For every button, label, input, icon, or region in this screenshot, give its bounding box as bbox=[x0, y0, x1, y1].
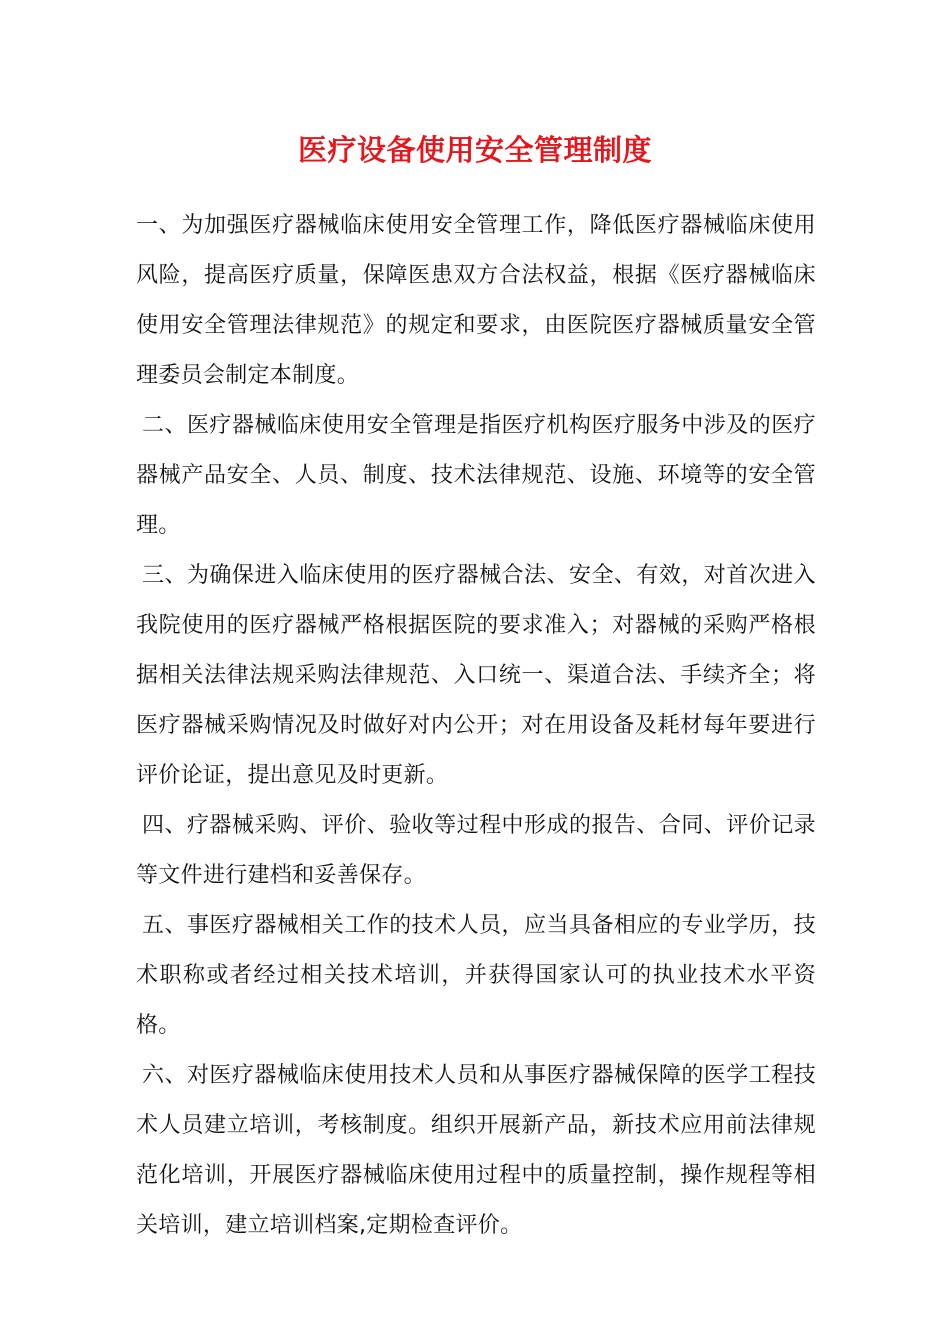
document-body bbox=[136, 201, 816, 1251]
paragraph-1: 一、为加强医疗器械临床使用安全管理工作，降低医疗器械临床使用风险，提高医疗质量，保障医患双方合法权益，根据《医疗器械临床使用安全管理法律规范》的规定和要求，由医院医疗器械质量安全管理委员会制定本制度。 bbox=[136, 213, 816, 388]
page-title: 医疗设备使用安全管理制度 bbox=[297, 133, 652, 167]
paragraph-4: 四、疗器械采购、评价、验收等过程中形成的报告、合同、评价记录等文件进行建档和妥善保存。 bbox=[136, 813, 816, 888]
paragraph-2: 二、医疗器械临床使用安全管理是指医疗机构医疗服务中涉及的医疗器械产品安全、人员、制度、技术法律规范、设施、环境等的安全管理。 bbox=[136, 413, 816, 538]
paragraph-5: 五、事医疗器械相关工作的技术人员，应当具备相应的专业学历，技术职称或者经过相关技术培训，并获得国家认可的执业技术水平资格。 bbox=[136, 913, 816, 1038]
paragraph-6: 六、对医疗器械临床使用技术人员和从事医疗器械保障的医学工程技术人员建立培训，考核制度。组织开展新产品，新技术应用前法律规范化培训，开展医疗器械临床使用过程中的质量控制，操作规程等相关培训，建立培训档案,定期检查评价。 bbox=[136, 1063, 816, 1238]
paragraph-3: 三、为确保进入临床使用的医疗器械合法、安全、有效，对首次进入我院使用的医疗器械严格根据医院的要求准入；对器械的采购严格根据相关法律法规采购法律规范、入口统一、渠道合法、手续齐全；将医疗器械采购情况及时做好对内公开；对在用设备及耗材每年要进行评价论证，提出意见及时更新。 bbox=[136, 563, 816, 788]
